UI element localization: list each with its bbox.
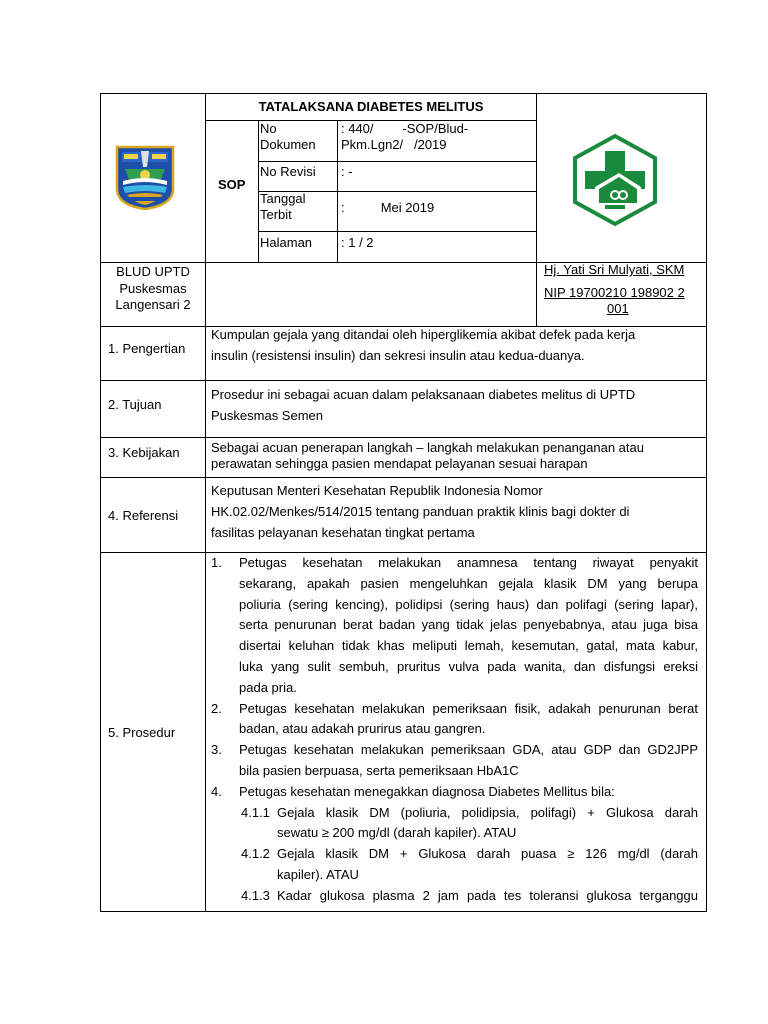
signer-name: Hj. Yati Sri Mulyati, SKM	[544, 262, 685, 277]
step-line: sekarang, apakah pasien mengeluhkan gejala klasik DM yang berupa	[239, 575, 698, 591]
document-title: TATALAKSANA DIABETES MELITUS	[258, 99, 484, 114]
signer-nip-line-2: 001	[607, 301, 629, 316]
step-line: Petugas kesehatan melakukan pemeriksaan fisik, adakah penurunan berat	[239, 700, 698, 716]
substep-line: Kadar glukosa plasma 2 jam pada tes toleransi glukosa terganggu	[277, 887, 698, 903]
step-line: Petugas kesehatan melakukan pemeriksaan GDA, atau GDP dan GD2JPP	[239, 742, 698, 758]
row-line-kebijakan	[100, 437, 707, 438]
step-number: 1.	[211, 555, 222, 570]
substep-line: kapiler). ATAU	[277, 867, 359, 882]
referensi-line-3: fasilitas pelayanan kesehatan tingkat pertama	[211, 525, 475, 540]
substep-number: 4.1.2	[241, 846, 270, 862]
no-revisi-label: No Revisi	[260, 164, 316, 179]
org-line-1: BLUD UPTD	[116, 264, 190, 279]
row-line-referensi	[100, 477, 707, 478]
header-divider-right	[536, 93, 537, 326]
kebijakan-line-2: perawatan sehingga pasien mendapat pelayanan sesuai harapan	[211, 456, 588, 471]
step-number: 2.	[211, 700, 222, 716]
step-number: 3.	[211, 742, 222, 758]
step-line: luka yang sulit sembuh, pruritus vulva pada wanita, dan disfungsi ereksi	[239, 659, 698, 674]
pengertian-line-1: Kumpulan gejala yang ditandai oleh hiperglikemia akibat defek pada kerja	[211, 327, 636, 342]
section-label-referensi: 4. Referensi	[108, 508, 179, 523]
meta-line-1	[258, 161, 537, 162]
substep-line: Gejala klasik DM + Glukosa darah puasa ≥ 126 mg/dl (darah	[277, 846, 698, 862]
section-label-kebijakan: 3. Kebijakan	[108, 445, 180, 460]
step-line: disertai keluhan tidak khas meliputi lemah, kesemutan, gatal, mata kabur,	[239, 638, 698, 654]
table-border-top	[100, 93, 707, 94]
step-line: badan, atau adakah prurirus atau gangren.	[239, 721, 486, 737]
no-dokumen-value-2: Pkm.Lgn2/ /2019	[341, 137, 447, 152]
no-revisi-value: : -	[341, 164, 353, 179]
no-dokumen-label-2: Dokumen	[260, 137, 316, 152]
signer-nip-line-1: NIP 19700210 198902 2	[544, 285, 685, 300]
table-border-bottom	[100, 911, 707, 912]
step-number: 4.	[211, 783, 222, 799]
kebijakan-line-1: Sebagai acuan penerapan langkah – langkah melakukan penanganan atau	[211, 440, 644, 455]
referensi-line-2: HK.02.02/Menkes/514/2015 tentang panduan praktik klinis bagi dokter di	[211, 504, 630, 519]
row-line-prosedur	[100, 552, 707, 553]
table-border-left	[100, 93, 101, 912]
substep-line: Gejala klasik DM (poliuria, polidipsia, polifagi) + Glukosa darah	[277, 804, 698, 820]
row-line-tujuan	[100, 380, 707, 381]
org-line-2: Puskesmas	[119, 281, 187, 296]
substep-number: 4.1.3	[241, 887, 270, 903]
regency-emblem-logo	[115, 145, 175, 211]
no-dokumen-value-1: : 440/ -SOP/Blud-	[341, 121, 469, 136]
tanggal-terbit-label-2: Terbit	[260, 207, 292, 222]
step-line: Petugas kesehatan melakukan anamnesa tentang riwayat penyakit	[239, 555, 698, 570]
step-line: Petugas kesehatan menegakkan diagnosa Diabetes Mellitus bila:	[239, 783, 615, 799]
tanggal-terbit-label-1: Tanggal	[260, 191, 306, 206]
meta-line-3	[258, 231, 537, 232]
no-dokumen-label-1: No	[260, 121, 277, 136]
step-line: serta penurunan berat badan yang tidak jelas penyebabnya, atau juga bisa	[239, 617, 698, 633]
section-label-pengertian: 1. Pengertian	[108, 341, 186, 356]
section-label-tujuan: 2. Tujuan	[108, 397, 162, 412]
step-line: bila pasien berpuasa, serta pemeriksaan HbA1C	[239, 763, 519, 778]
tujuan-line-2: Puskesmas Semen	[211, 408, 323, 423]
step-line: pada pria.	[239, 679, 297, 695]
substep-line: sewatu ≥ 200 mg/dl (darah kapiler). ATAU	[277, 825, 517, 841]
halaman-label: Halaman	[260, 235, 313, 250]
org-line-3: Langensari 2	[115, 297, 191, 312]
tujuan-line-1: Prosedur ini sebagai acuan dalam pelaksanaan diabetes melitus di UPTD	[211, 387, 636, 402]
referensi-line-1: Keputusan Menteri Kesehatan Republik Indonesia Nomor	[211, 483, 543, 498]
tanggal-terbit-value: : Mei 2019	[341, 200, 435, 215]
column-divider	[205, 93, 206, 912]
sop-label: SOP	[218, 177, 246, 192]
section-label-prosedur: 5. Prosedur	[108, 725, 176, 740]
table-border-right	[706, 93, 707, 912]
step-line: poliuria (sering kencing), polidipsi (sering haus) dan polifagi (sering lapar),	[239, 596, 698, 612]
puskesmas-cross-logo	[571, 133, 659, 227]
substep-number: 4.1.1	[241, 804, 270, 820]
pengertian-line-2: insulin (resistensi insulin) dan sekresi insulin atau kedua-duanya.	[211, 348, 585, 363]
halaman-value: : 1 / 2	[341, 235, 374, 250]
